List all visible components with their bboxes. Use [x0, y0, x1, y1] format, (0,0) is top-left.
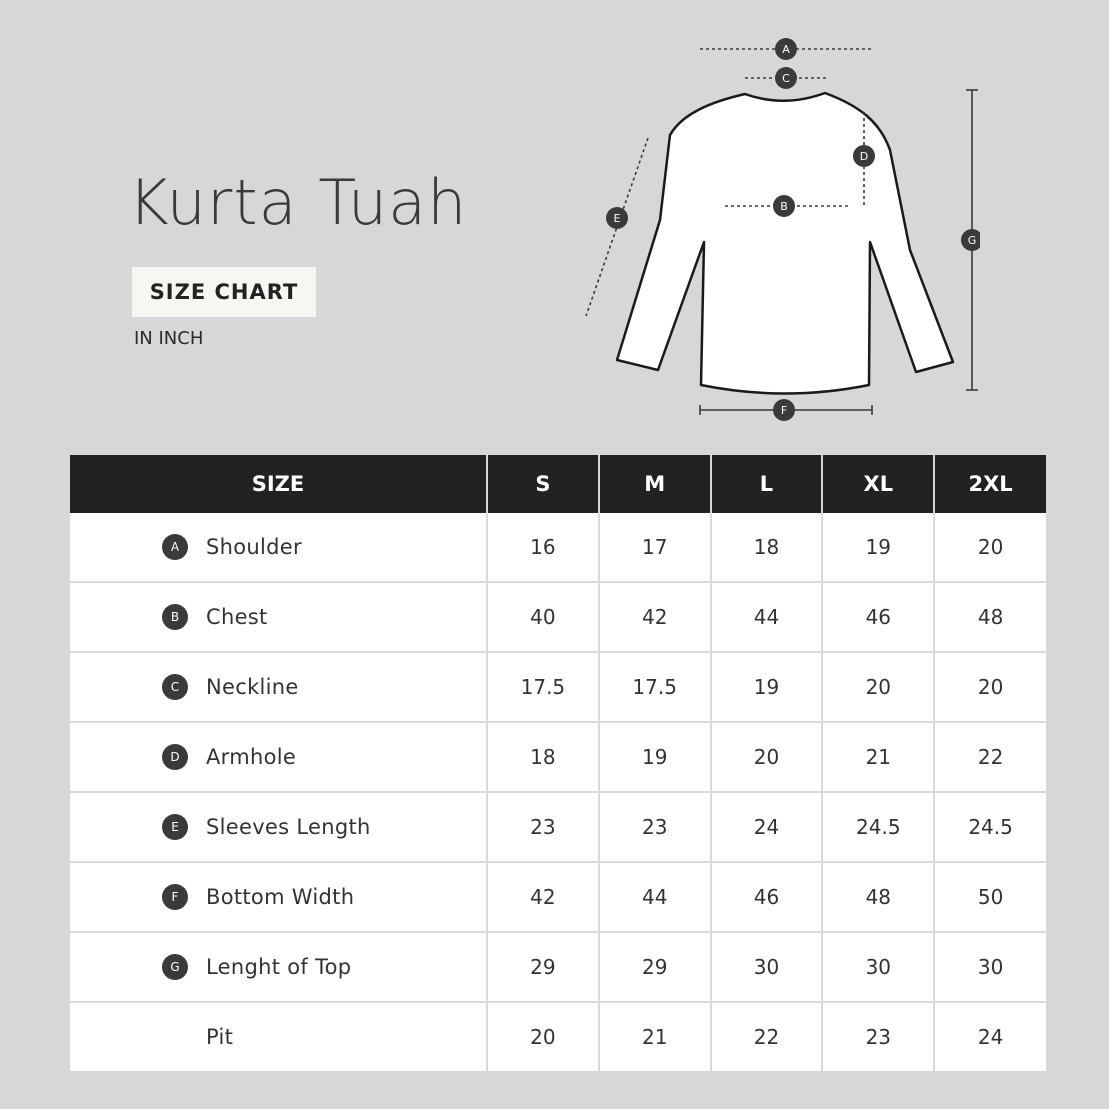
measurement-name: Neckline	[206, 675, 299, 699]
svg-text:E: E	[613, 212, 621, 225]
size-value-cell: 46	[711, 862, 823, 932]
size-value-cell: 21	[822, 722, 934, 792]
col-header-l: L	[711, 455, 823, 513]
col-header-size: SIZE	[70, 455, 487, 513]
col-header-m: M	[599, 455, 711, 513]
size-value-cell: 18	[711, 513, 823, 582]
size-value-cell: 24.5	[822, 792, 934, 862]
size-value-cell: 24	[934, 1002, 1046, 1071]
measurement-name: Chest	[206, 605, 268, 629]
measurement-name: Pit	[206, 1025, 234, 1049]
diagram-label-a	[775, 38, 797, 60]
size-value-cell: 48	[934, 582, 1046, 652]
size-value-cell: 22	[934, 722, 1046, 792]
size-value-cell: 42	[487, 862, 599, 932]
page-title: Kurta Tuah	[128, 166, 468, 239]
measurement-name: Bottom Width	[206, 885, 355, 909]
size-value-cell: 19	[822, 513, 934, 582]
svg-text:C: C	[782, 72, 790, 85]
measurement-cell	[70, 652, 487, 722]
size-value-cell: 19	[599, 722, 711, 792]
col-header-2xl: 2XL	[934, 455, 1046, 513]
size-value-cell: 16	[487, 513, 599, 582]
measurement-key-badge: D	[162, 744, 188, 770]
diagram-label-g	[961, 229, 980, 251]
size-value-cell: 22	[711, 1002, 823, 1071]
diagram-label-f	[773, 399, 795, 421]
size-value-cell: 21	[599, 1002, 711, 1071]
size-value-cell: 19	[711, 652, 823, 722]
table-row	[70, 722, 1046, 792]
size-chart-label: SIZE CHART	[132, 267, 316, 317]
size-value-cell: 20	[487, 1002, 599, 1071]
col-header-xl: XL	[822, 455, 934, 513]
size-value-cell: 44	[599, 862, 711, 932]
svg-text:G: G	[967, 234, 977, 247]
size-value-cell: 20	[934, 652, 1046, 722]
size-value-cell: 29	[599, 932, 711, 1002]
diagram-label-e	[606, 207, 628, 229]
size-value-cell: 29	[487, 932, 599, 1002]
measurement-key-badge	[162, 1024, 188, 1050]
size-value-cell: 23	[822, 1002, 934, 1071]
svg-text:D: D	[859, 150, 869, 163]
measurement-key-badge: F	[162, 884, 188, 910]
size-value-cell: 20	[711, 722, 823, 792]
measurement-cell	[70, 722, 487, 792]
table-row	[70, 582, 1046, 652]
measurement-cell	[70, 1002, 487, 1071]
garment-diagram	[560, 30, 980, 430]
measurement-key-badge: E	[162, 814, 188, 840]
size-value-cell: 42	[599, 582, 711, 652]
size-value-cell: 17.5	[599, 652, 711, 722]
measurement-name: Sleeves Length	[206, 815, 371, 839]
size-value-cell: 46	[822, 582, 934, 652]
diagram-label-c	[775, 67, 797, 89]
measurement-cell	[70, 582, 487, 652]
measurement-key-badge: G	[162, 954, 188, 980]
unit-label: IN INCH	[134, 328, 204, 349]
table-row	[70, 513, 1046, 582]
measurement-key-badge: B	[162, 604, 188, 630]
measurement-cell	[70, 792, 487, 862]
kurta-outline	[617, 93, 953, 394]
table-row	[70, 652, 1046, 722]
measurement-cell	[70, 513, 487, 582]
measurement-key-badge: A	[162, 534, 188, 560]
measurement-cell	[70, 862, 487, 932]
size-value-cell: 17	[599, 513, 711, 582]
measurement-name: Lenght of Top	[206, 955, 352, 979]
size-value-cell: 30	[711, 932, 823, 1002]
size-value-cell: 23	[487, 792, 599, 862]
col-header-s: S	[487, 455, 599, 513]
size-table	[70, 455, 1046, 1071]
size-value-cell: 24	[711, 792, 823, 862]
table-row	[70, 792, 1046, 862]
size-value-cell: 20	[822, 652, 934, 722]
size-value-cell: 20	[934, 513, 1046, 582]
measurement-name: Armhole	[206, 745, 297, 769]
table-row	[70, 1002, 1046, 1071]
size-value-cell: 30	[822, 932, 934, 1002]
size-value-cell: 40	[487, 582, 599, 652]
svg-text:A: A	[782, 43, 790, 56]
table-row	[70, 932, 1046, 1002]
measurement-cell	[70, 932, 487, 1002]
size-value-cell: 48	[822, 862, 934, 932]
diagram-label-b	[773, 195, 795, 217]
table-header-row	[70, 455, 1046, 513]
diagram-label-d	[853, 145, 875, 167]
size-value-cell: 44	[711, 582, 823, 652]
table-row	[70, 862, 1046, 932]
size-value-cell: 30	[934, 932, 1046, 1002]
svg-text:F: F	[780, 404, 788, 417]
size-value-cell: 18	[487, 722, 599, 792]
measurement-name: Shoulder	[206, 535, 302, 559]
size-value-cell: 24.5	[934, 792, 1046, 862]
size-value-cell: 23	[599, 792, 711, 862]
size-value-cell: 17.5	[487, 652, 599, 722]
size-value-cell: 50	[934, 862, 1046, 932]
measurement-key-badge: C	[162, 674, 188, 700]
svg-text:B: B	[780, 200, 788, 213]
